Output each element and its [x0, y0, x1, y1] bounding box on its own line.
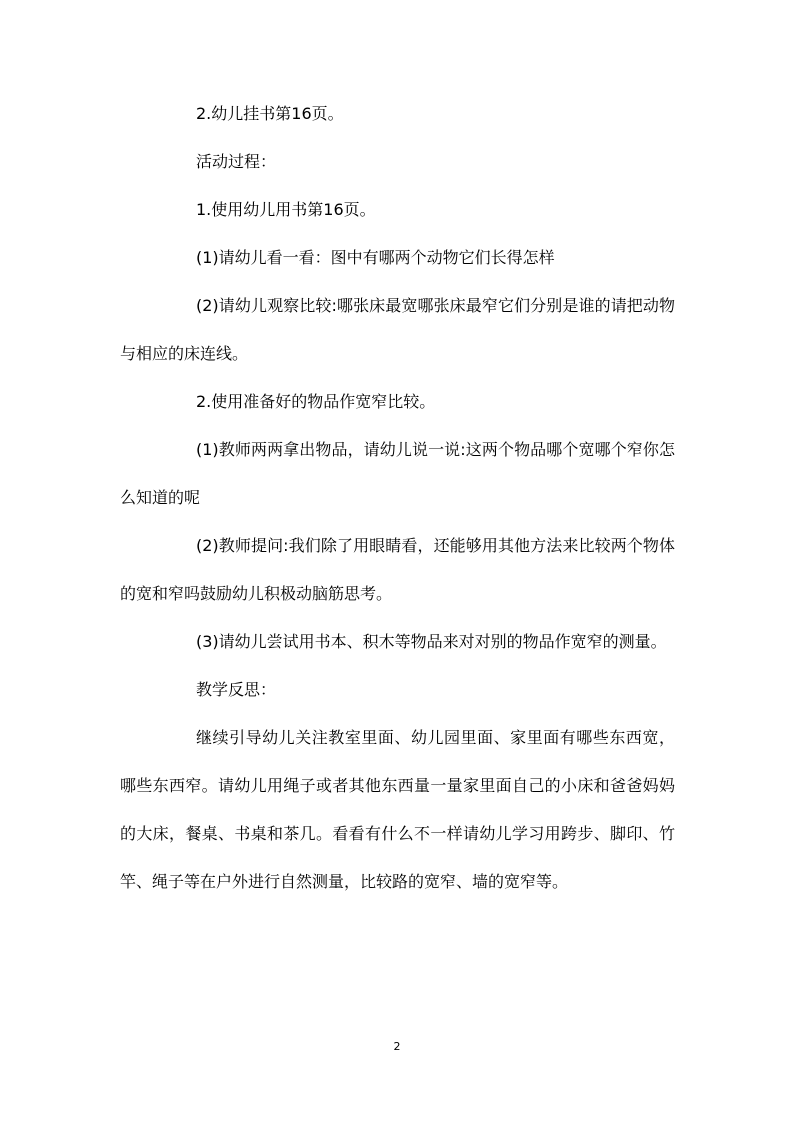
paragraph-step-1-1: (1)请幼儿看一看：图中有哪两个动物它们长得怎样 — [196, 248, 555, 267]
paragraph-step-2-1: (1)教师两两拿出物品，请幼儿说一说:这两个物品哪个宽哪个窄你怎么知道的呢 — [120, 440, 675, 507]
paragraph-reflection: 继续引导幼儿关注教室里面、幼儿园里面、家里面有哪些东西宽，哪些东西窄。请幼儿用绳子或者其他东西量一量家里面自己的小床和爸爸妈妈的大床，餐桌、书桌和茶几。看看有什么不一样请幼儿学习用跨步、脚印、竹竿、绳子等在户外进行自然测量，比较路的宽窄、墙的宽窄等。 — [120, 728, 675, 891]
paragraph-step-1-2: (2)请幼儿观察比较:哪张床最宽哪张床最窄它们分别是谁的请把动物与相应的床连线。 — [120, 296, 675, 363]
paragraph-step-1: 1.使用幼儿用书第16页。 — [196, 200, 376, 219]
paragraph-materials-wall-book: 2.幼儿挂书第16页。 — [196, 104, 344, 123]
heading-teaching-reflection: 教学反思： — [196, 680, 277, 699]
heading-activity-process: 活动过程： — [196, 152, 277, 171]
paragraph-step-2: 2.使用准备好的物品作宽窄比较。 — [196, 392, 436, 411]
paragraph-step-2-2: (2)教师提问:我们除了用眼睛看，还能够用其他方法来比较两个物体的宽和窄吗鼓励幼儿积极动脑筋思考。 — [120, 536, 675, 603]
paragraph-step-2-3: (3)请幼儿尝试用书本、积木等物品来对对别的物品作宽窄的测量。 — [196, 632, 667, 651]
page-number: 2 — [393, 1040, 401, 1053]
document-body — [120, 90, 675, 906]
